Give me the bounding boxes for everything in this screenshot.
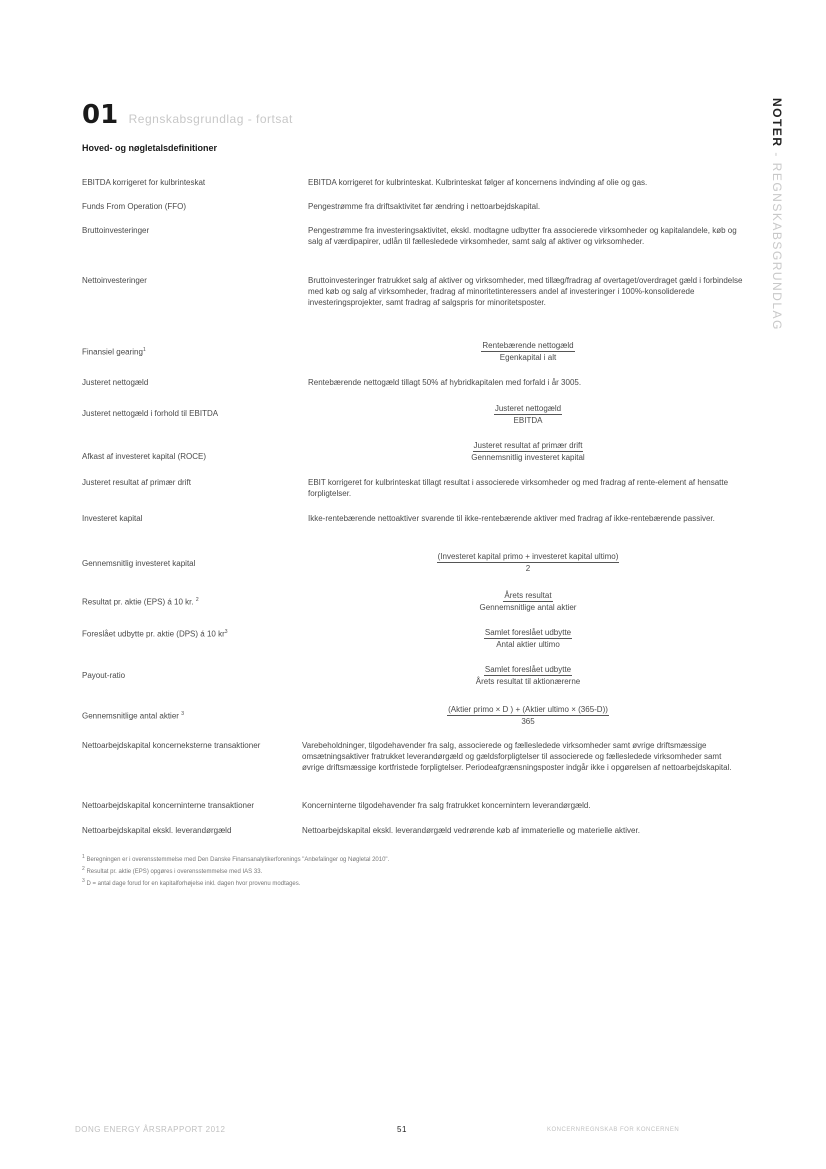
definition: EBITDA korrigeret for kulbrinteskat. Kulbrinteskat følger af koncernens indvinding af olie og gas.	[308, 178, 648, 187]
definition: Pengestrømme fra investeringsaktivitet, ekskl. modtagne udbytter fra associerede virksomheder og kapitalandele, køb og salg af værdipapirer, udlån til fællesledede virksomheder, samt salg af aktiver og virksomheder.	[308, 226, 737, 246]
term: Justeret nettogæld	[82, 378, 149, 387]
page-heading	[82, 100, 293, 130]
definition: Nettoarbejdskapital ekskl. leverandørgæld vedrørende køb af immaterielle og materielle aktiver.	[302, 826, 640, 835]
side-tab-primary: NOTER	[770, 98, 784, 148]
definition: Ikke-rentebærende nettoaktiver svarende til ikke-rentebærende aktiver med fradrag af ikke-rentebærende passiver.	[308, 514, 715, 523]
term: Funds From Operation (FFO)	[82, 202, 187, 211]
term: Gennemsnitlige antal aktier $^3$	[82, 711, 184, 721]
formula-numerator: Justeret resultat af primær drift	[473, 441, 583, 450]
formula	[308, 340, 748, 363]
formula-denominator: 2	[525, 564, 531, 573]
footer-section-title: KONCERNREGNSKAB FOR KONCERNEN	[547, 1127, 680, 1133]
page-number: 51	[397, 1125, 407, 1134]
side-section-tab	[770, 98, 784, 331]
definition: Koncerninterne tilgodehavender fra salg fratrukket koncernintern leverandørgæld.	[302, 801, 591, 810]
term: Nettoarbejdskapital ekskl. leverandørgæld	[82, 826, 232, 835]
formula	[308, 590, 748, 613]
chapter-title: Regnskabsgrundlag - fortsat	[128, 112, 293, 126]
formula-denominator: Gennemsnitlig investeret kapital	[471, 453, 585, 462]
term: Justeret resultat af primær drift	[82, 478, 191, 487]
section-title: Hoved- og nøgletalsdefinitioner	[82, 143, 218, 153]
term: Nettoarbejdskapital koncerninterne transaktioner	[82, 801, 255, 810]
formula-denominator: EBITDA	[513, 416, 543, 425]
term: Resultat pr. aktie (EPS) á 10 kr. $^2$	[82, 597, 199, 607]
definition: Rentebærende nettogæld tillagt 50% af hybridkapitalen med forfald i år 3005.	[308, 378, 582, 387]
term: Investeret kapital	[82, 514, 143, 523]
term: Payout-ratio	[82, 671, 126, 680]
footnote: $^3$ D = antal dage forud for en kapitalforhøjelse inkl. dagen hvor provenu modtages.	[82, 878, 301, 887]
formula	[308, 440, 748, 463]
definition: Bruttoinvesteringer fratrukket salg af aktiver og virksomheder, med tillæg/fradrag af overtaget/overdraget gæld i forbindelse med køb og salg af virksomheder, fradrag af minoritetinteressers andel af investeringer i 100%-konsoliderede investeringsprojekter, samt fradrag af salgspris for minoritetsposter.	[308, 276, 743, 307]
term: Afkast af investeret kapital (ROCE)	[82, 452, 207, 461]
formula	[308, 403, 748, 426]
formula	[308, 664, 748, 687]
footnote-mark: 3	[181, 711, 184, 717]
formula	[308, 551, 748, 574]
term: Finansiel gearing$^1$	[82, 347, 146, 357]
footnotes	[82, 853, 389, 889]
definition: EBIT korrigeret for kulbrinteskat tillagt resultat i associerede virksomheder og med fradrag af rente-element af hensatte forpligtelser.	[308, 478, 729, 498]
formula-numerator: Rentebærende nettogæld	[482, 341, 574, 350]
chapter-number: 01	[82, 100, 119, 130]
term: Bruttoinvesteringer	[82, 226, 150, 235]
term: Justeret nettogæld i forhold til EBITDA	[82, 409, 219, 418]
term: Foreslået udbytte pr. aktie (DPS) á 10 $kr^3$	[82, 629, 228, 639]
formula-denominator: 365	[521, 717, 535, 726]
formula-denominator: Årets resultat til aktionærerne	[475, 677, 581, 686]
term: Gennemsnitlig investeret kapital	[82, 559, 196, 568]
footnote: $^2$ Resultat pr. aktie (EPS) opgøres i overensstemmelse med IAS 33.	[82, 866, 263, 875]
formula-numerator: Årets resultat	[504, 591, 552, 600]
formula-numerator: (Aktier primo × D ) + (Aktier ultimo × (365-D))	[448, 705, 608, 714]
formula-numerator: Justeret nettogæld	[494, 404, 562, 413]
formula-numerator: Samlet foreslået udbytte	[484, 628, 572, 637]
definition: Varebeholdninger, tilgodehavender fra salg, associerede og fællesledede virksomheder samt øvrige driftsmæssige omsætningsaktiver fratrukket leverandørgæld og gældsforpligtelser til associerede og fællesledede virksomheder samt øvrige driftsmæssige kortfristede forpligtelser. Periodeafgrænsningsposter indgår ikke i opgørelsen af nettoarbejdskapital.	[302, 741, 732, 772]
formula	[308, 627, 748, 650]
formula-denominator: Gennemsnitlige antal aktier	[479, 603, 577, 612]
footnote-mark: 1	[142, 347, 146, 353]
definition: Pengestrømme fra driftsaktivitet før ændring i nettoarbejdskapital.	[308, 202, 541, 211]
footnote-mark: 2	[195, 597, 199, 603]
side-tab-secondary: - REGNSKABSGRUNDLAG	[770, 147, 784, 331]
formula-numerator: (Investeret kapital primo + investeret kapital ultimo)	[437, 552, 619, 561]
footnote-mark: 3	[224, 629, 228, 635]
formula	[308, 704, 748, 727]
formula-denominator: Egenkapital i alt	[499, 353, 557, 362]
footnote: $^1$ Beregningen er i overensstemmelse med Den Danske Finansanalytikerforenings "Anbefalinger og Nøgletal 2010".	[82, 854, 390, 863]
term: Nettoinvesteringer	[82, 276, 147, 285]
footer-report-title: DONG ENERGY ÅRSRAPPORT 2012	[75, 1125, 226, 1134]
formula-numerator: Samlet foreslået udbytte	[484, 665, 572, 674]
term: Nettoarbejdskapital koncerneksterne transaktioner	[82, 741, 261, 750]
term: EBITDA korrigeret for kulbrinteskat	[82, 178, 206, 187]
formula-denominator: Antal aktier ultimo	[496, 640, 560, 649]
